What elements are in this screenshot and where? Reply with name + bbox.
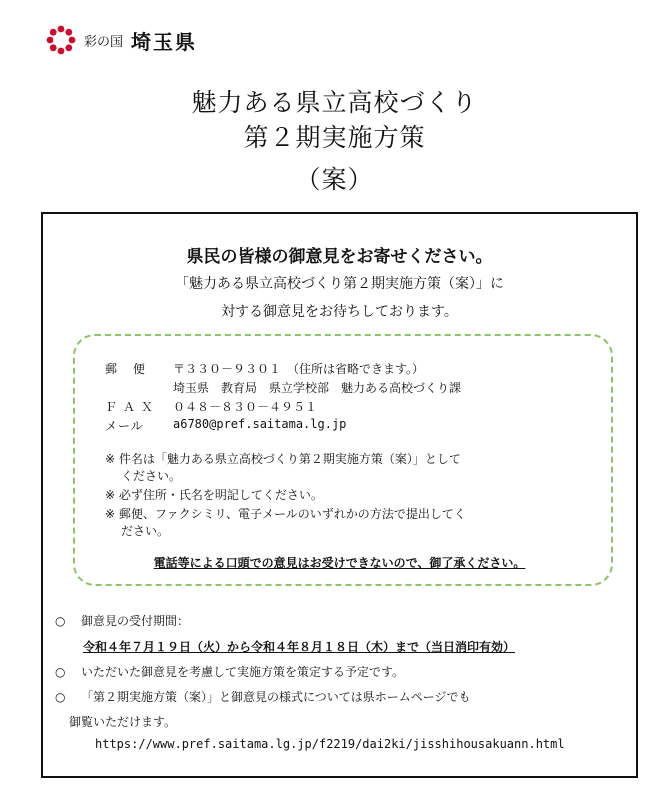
bullet-policy-text: いただいた御意見を考慮して実施方策を策定する予定です。: [81, 665, 405, 679]
bullet-mark: ○: [55, 614, 66, 628]
bullet-homepage-cont: 御覧いただけます。: [69, 715, 177, 729]
mail-postal-code: 〒３３０－９３０１ （住所は省略できます。）: [173, 362, 425, 376]
saitama-emblem-icon: [46, 25, 76, 55]
note-mark: ※: [105, 452, 116, 466]
page-title-draft: （案）: [295, 165, 374, 194]
page-title-line1: 魅力ある県立高校づくり: [191, 88, 478, 117]
mail-label: 郵 便: [105, 362, 151, 376]
prefecture-logo: [46, 24, 197, 56]
note-mark: ※: [105, 488, 116, 502]
mail-department: 埼玉県 教育局 県立学校部 魅力ある高校づくり課: [173, 381, 462, 395]
notice-box: [41, 212, 638, 778]
note-text: 必ず住所・氏名を明記してください。: [118, 488, 323, 502]
note-method: [105, 505, 466, 522]
notice-lead-line2: 対する御意見をお待ちしております。: [221, 304, 458, 320]
homepage-url-link[interactable]: https://www.pref.saitama.lg.jp/f2219/dai2ki/jisshihousakuann.html: [95, 737, 565, 751]
note-text: 件名は「魅力ある県立高校づくり第２期実施方策（案）」として: [118, 452, 461, 466]
note-mark: ※: [105, 507, 116, 521]
email-label: メール: [105, 419, 144, 433]
fax-label: ＦＡＸ: [105, 400, 160, 414]
bullet-period: [55, 612, 189, 629]
note-subject-cont: ください。: [121, 469, 182, 483]
note-method-cont: ださい。: [121, 524, 170, 538]
logo-prefecture-name: 埼玉県: [131, 29, 198, 54]
notice-lead-line1: 「魅力ある県立高校づくり第２期実施方策（案）」に: [175, 276, 504, 292]
note-address: [105, 486, 323, 503]
bullet-homepage-text: 「第２期実施方策（案）」と御意見の様式については県ホームページでも: [81, 690, 471, 704]
bullet-mark: ○: [55, 665, 66, 679]
bullet-period-dates: 令和４年７月１９日（火）から令和４年８月１８日（木）まで（当日消印有効）: [83, 640, 516, 654]
email-address[interactable]: a6780@pref.saitama.lg.jp: [173, 417, 347, 431]
fax-number: ０４８－８３０－４９５１: [173, 400, 318, 414]
notice-heading: 県民の皆様の御意見をお寄せください。: [186, 247, 493, 267]
page-title-line2: 第２期実施方策: [243, 123, 426, 152]
bullet-policy: [55, 663, 404, 680]
bullet-period-label: 御意見の受付期間：: [81, 614, 190, 628]
bullet-homepage: [55, 688, 471, 705]
phone-notice: 電話等による口頭での意見はお受けできないので、御了承ください。: [153, 556, 526, 570]
note-text: 郵便、ファクシミリ、電子メールのいずれかの方法で提出してく: [118, 507, 466, 521]
note-subject: [105, 450, 461, 467]
bullet-mark: ○: [55, 690, 66, 704]
logo-tagline: 彩の国: [84, 34, 124, 50]
